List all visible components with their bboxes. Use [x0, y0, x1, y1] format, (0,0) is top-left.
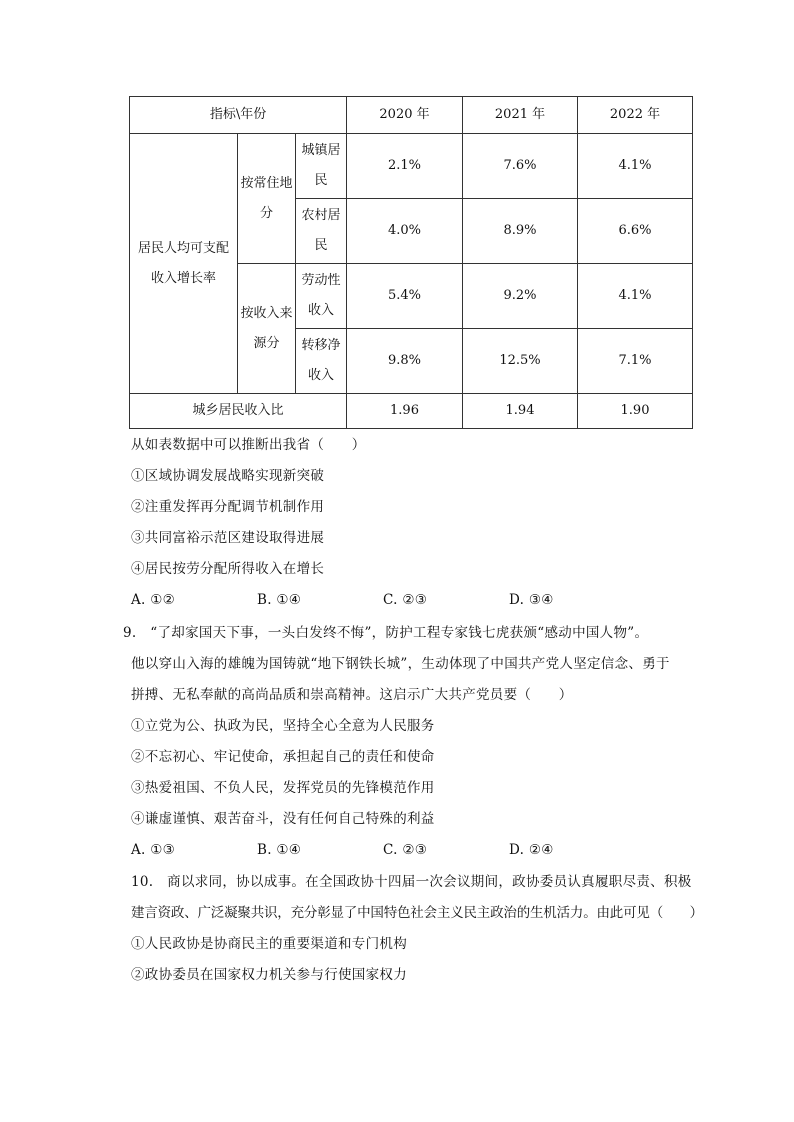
cell-value: 9.2%	[463, 264, 578, 329]
option-a[interactable]: A. ①③	[131, 842, 176, 858]
header-year-2020: 2020 年	[347, 97, 463, 134]
answer-options	[131, 835, 691, 866]
row-label-line: 收入	[308, 303, 335, 318]
row-label-line: 转移净	[301, 338, 341, 353]
group-label-income-growth	[130, 134, 238, 394]
table-row	[130, 134, 693, 199]
row-label-line: 劳动性	[301, 273, 341, 288]
statement-item: ③热爱祖国、不负人民，发挥党员的先锋模范作用	[131, 780, 435, 796]
row-label-rural	[296, 199, 347, 264]
cell-value: 6.6%	[578, 199, 693, 264]
option-d[interactable]: D. ②④	[509, 842, 554, 858]
row-label-net-transfer-income	[296, 329, 347, 394]
group-label-line: 收入增长率	[150, 270, 216, 286]
answer-options	[131, 585, 691, 616]
subgroup-label-income-source	[238, 264, 296, 394]
option-d[interactable]: D. ③④	[509, 592, 554, 608]
option-b[interactable]: B. ①④	[257, 842, 302, 858]
subgroup-label-line: 按常住地	[240, 175, 293, 191]
cell-value: 1.90	[578, 394, 693, 429]
cell-value: 4.0%	[347, 199, 463, 264]
table-footer-row	[130, 394, 693, 429]
cell-value: 7.1%	[578, 329, 693, 394]
row-label-line: 收入	[308, 368, 335, 383]
question-9	[123, 618, 691, 866]
question-8	[131, 430, 691, 616]
statement-item: ③共同富裕示范区建设取得进展	[131, 530, 325, 546]
option-b[interactable]: B. ①④	[257, 592, 302, 608]
row-label-line: 农村居	[301, 208, 341, 223]
cell-value: 4.1%	[578, 264, 693, 329]
statement-item: ②不忘初心、牢记使命，承担起自己的责任和使命	[131, 749, 435, 765]
cell-value: 4.1%	[578, 134, 693, 199]
header-index-year: 指标\年份	[130, 97, 347, 134]
subgroup-label-line: 源分	[253, 335, 280, 351]
question-stem-line: 9. “了却家国天下事，一头白发终不悔”，防护工程专家钱七虎获颁“感动中国人物”。	[123, 625, 649, 641]
statement-item: ①立党为公、执政为民，坚持全心全意为人民服务	[131, 718, 435, 734]
cell-value: 8.9%	[463, 199, 578, 264]
cell-value: 9.8%	[347, 329, 463, 394]
subgroup-label-residence	[238, 134, 296, 264]
row-label-line: 城镇居	[301, 143, 341, 158]
cell-value: 5.4%	[347, 264, 463, 329]
row-label-line: 民	[314, 173, 328, 188]
question-stem-line: 他以穿山入海的雄魄为国铸就“地下钢铁长城”，生动体现了中国共产党人坚定信念、勇于	[131, 656, 670, 672]
row-label-line: 民	[314, 238, 328, 253]
subgroup-label-line: 分	[259, 205, 273, 221]
question-stem: 从如表数据中可以推断出我省（ ）	[131, 437, 366, 453]
cell-value: 1.96	[347, 394, 463, 429]
question-stem-line: 拼搏、无私奉献的高尚品质和崇高精神。这启示广大共产党员要（ ）	[131, 687, 573, 703]
statement-item: ①区域协调发展战略实现新突破	[131, 468, 325, 484]
cell-value: 1.94	[463, 394, 578, 429]
statement-item: ④居民按劳分配所得收入在增长	[131, 561, 325, 577]
header-year-2022: 2022 年	[578, 97, 693, 134]
question-stem-line: 10. 商以求同，协以成事。在全国政协十四届一次会议期间，政协委员认真履职尽责、积极	[131, 874, 692, 890]
row-label-urban	[296, 134, 347, 199]
cell-value: 2.1%	[347, 134, 463, 199]
group-label-line: 居民人均可支配	[137, 240, 229, 256]
cell-value: 12.5%	[463, 329, 578, 394]
row-label-labor-income	[296, 264, 347, 329]
question-stem-line: 建言资政、广泛凝聚共识，充分彰显了中国特色社会主义民主政治的生机活力。由此可见（ ）	[131, 905, 703, 921]
header-year-2021: 2021 年	[463, 97, 578, 134]
option-c[interactable]: C. ②③	[383, 842, 428, 858]
subgroup-label-line: 按收入来	[240, 305, 293, 321]
income-data-table	[129, 96, 693, 429]
footer-label: 城乡居民收入比	[130, 394, 347, 429]
option-a[interactable]: A. ①②	[131, 592, 176, 608]
table-header-row	[130, 97, 693, 134]
statement-item: ④谦虚谨慎、艰苦奋斗，没有任何自己特殊的利益	[131, 811, 435, 827]
option-c[interactable]: C. ②③	[383, 592, 428, 608]
statement-item: ②政协委员在国家权力机关参与行使国家权力	[131, 967, 407, 983]
question-10	[131, 867, 706, 991]
statement-item: ②注重发挥再分配调节机制作用	[131, 499, 325, 515]
statement-item: ①人民政协是协商民主的重要渠道和专门机构	[131, 936, 407, 952]
cell-value: 7.6%	[463, 134, 578, 199]
